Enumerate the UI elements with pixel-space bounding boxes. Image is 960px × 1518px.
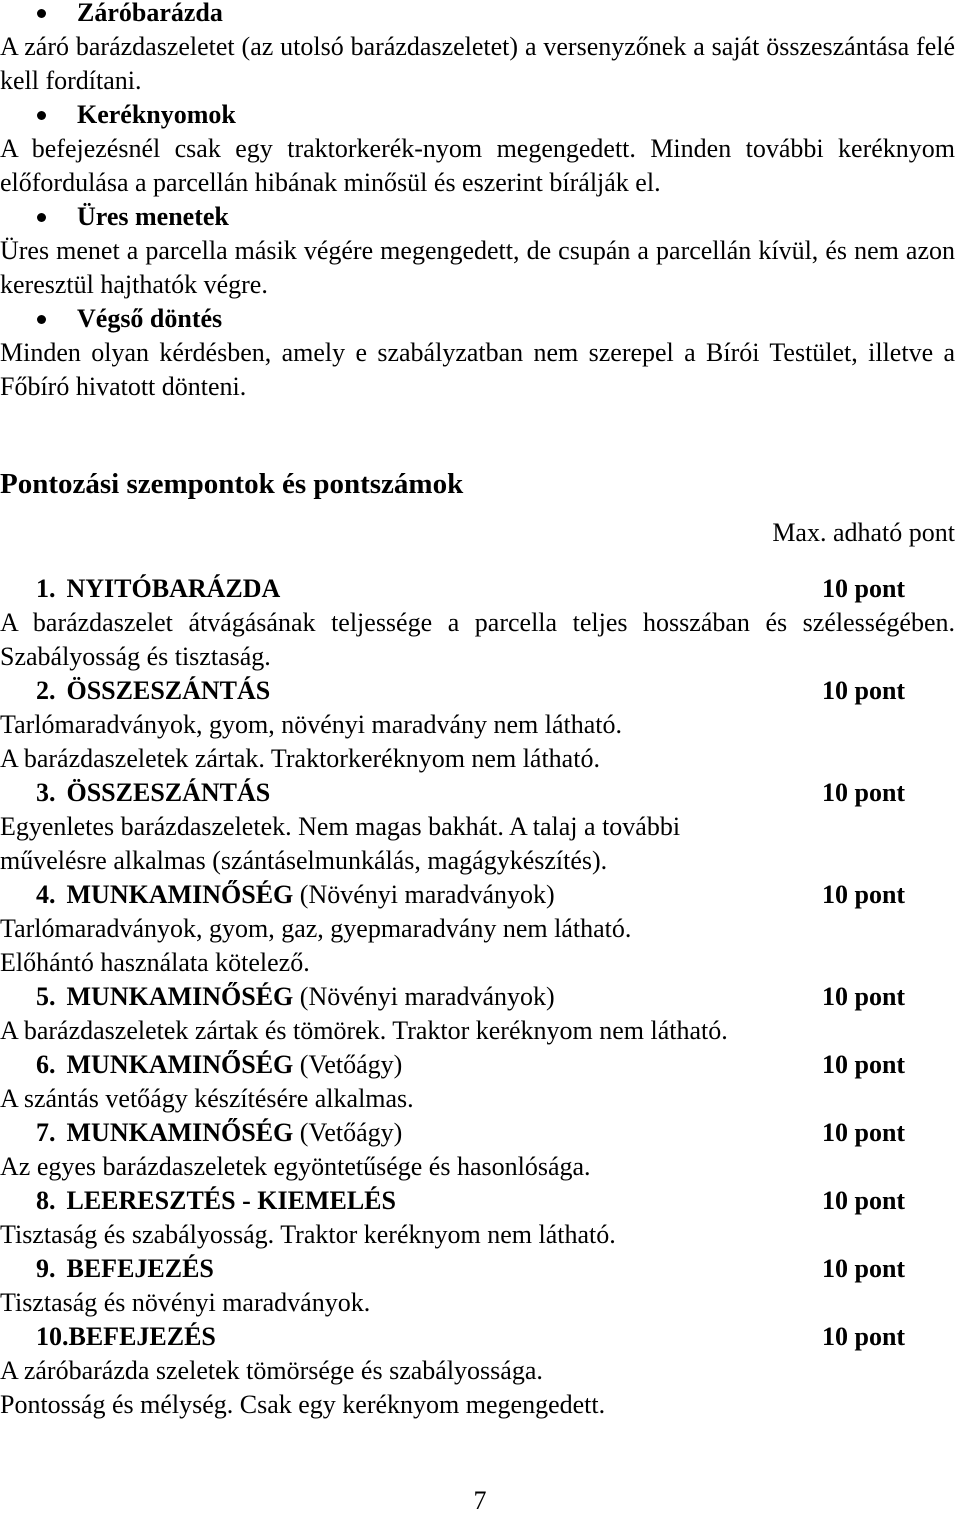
item-description: A barázdaszeletek zártak. Traktorkeréknyom nem látható.: [0, 744, 600, 773]
item-subtitle: (Növényi maradványok): [299, 880, 555, 909]
item-description: Előhántó használata kötelező.: [0, 948, 310, 977]
scoring-list: [0, 572, 955, 1422]
item-description: A szántás vetőágy készítésére alkalmas.: [0, 1084, 414, 1113]
item-number: 4.: [36, 880, 56, 909]
item-description: Tisztaság és szabályosság. Traktor keréknyom nem látható.: [0, 1220, 616, 1249]
item-number: 2.: [36, 676, 56, 705]
item-subtitle: (Vetőágy): [299, 1050, 403, 1079]
score-item-header: [0, 1116, 955, 1150]
item-points: 10 pont: [822, 778, 906, 807]
rule-text: A befejezésnél csak egy traktorkerék-nyom megengedett. Minden további keréknyom előfordulása a parcellán hibának minősül és eszerint bírálják el.: [0, 134, 955, 197]
bullet-icon: [37, 315, 46, 324]
item-title: MUNKAMINŐSÉG: [66, 1050, 294, 1079]
page-number: 7: [473, 1486, 487, 1515]
item-points: 10 pont: [822, 880, 906, 909]
item-description: Tarlómaradványok, gyom, gaz, gyepmaradvány nem látható.: [0, 914, 632, 943]
bullet-icon: [37, 213, 46, 222]
item-points: 10 pont: [822, 982, 906, 1011]
item-title: MUNKAMINŐSÉG: [66, 982, 294, 1011]
item-number: 10.: [36, 1322, 69, 1351]
item-number: 7.: [36, 1118, 56, 1147]
item-description: A barázdaszeletek zártak és tömörek. Traktor keréknyom nem látható.: [0, 1016, 728, 1045]
score-item-header: [0, 1184, 955, 1218]
score-item-header: [0, 776, 955, 810]
item-title: MUNKAMINŐSÉG: [66, 1118, 294, 1147]
item-title: NYITÓBARÁZDA: [66, 574, 281, 603]
rule-text: Minden olyan kérdésben, amely e szabályzatban nem szerepel a Bírói Testület, illetve a Főbíró hivatott dönteni.: [0, 338, 955, 401]
item-number: 6.: [36, 1050, 56, 1079]
bullet-icon: [37, 111, 46, 120]
score-item-header: [0, 1048, 955, 1082]
item-description: Tarlómaradványok, gyom, növényi maradvány nem látható.: [0, 710, 622, 739]
item-points: 10 pont: [822, 1254, 906, 1283]
score-item-header: [0, 572, 955, 606]
item-points: 10 pont: [822, 1322, 906, 1351]
max-points-label: Max. adható pont: [772, 518, 955, 547]
item-description: A záróbarázda szeletek tömörsége és szabályossága.: [0, 1356, 543, 1385]
item-description: Pontosság és mélység. Csak egy keréknyom megengedett.: [0, 1390, 606, 1419]
rule-title: Záróbarázda: [0, 0, 955, 30]
item-points: 10 pont: [822, 676, 906, 705]
item-points: 10 pont: [822, 574, 906, 603]
item-points: 10 pont: [822, 1118, 906, 1147]
item-subtitle: (Vetőágy): [299, 1118, 403, 1147]
score-item-header: [0, 1320, 955, 1354]
score-item-header: [0, 980, 955, 1014]
item-points: 10 pont: [822, 1050, 906, 1079]
item-subtitle: (Növényi maradványok): [299, 982, 555, 1011]
item-description: Tisztaság és növényi maradványok.: [0, 1288, 371, 1317]
rule-title: Üres menetek: [0, 200, 955, 234]
rule-text: Üres menet a parcella másik végére megengedett, de csupán a parcellán kívül, és nem azon keresztül hajthatók végre.: [0, 236, 955, 299]
item-title: BEFEJEZÉS: [68, 1322, 216, 1351]
item-number: 1.: [36, 574, 56, 603]
section-heading: Pontozási szempontok és pontszámok: [0, 468, 464, 500]
rule-text: A záró barázdaszeletet (az utolsó barázdaszeletet) a versenyzőnek a saját összeszántása felé kell fordítani.: [0, 32, 955, 95]
bullet-icon: [37, 9, 46, 18]
item-title: ÖSSZESZÁNTÁS: [66, 778, 271, 807]
item-description: Az egyes barázdaszeletek egyöntetűsége és hasonlósága.: [0, 1152, 591, 1181]
score-item-header: [0, 878, 955, 912]
item-number: 9.: [36, 1254, 56, 1283]
item-number: 5.: [36, 982, 56, 1011]
item-description: A barázdaszelet átvágásának teljessége a parcella teljes hosszában és szélességében. Szabályosság és tisztaság.: [0, 608, 955, 671]
rule-section: [0, 0, 955, 404]
rule-title: Keréknyomok: [0, 98, 955, 132]
item-title: MUNKAMINŐSÉG: [66, 880, 294, 909]
score-item-header: [0, 674, 955, 708]
item-number: 8.: [36, 1186, 56, 1215]
item-description: művelésre alkalmas (szántáselmunkálás, magágykészítés).: [0, 846, 608, 875]
item-points: 10 pont: [822, 1186, 906, 1215]
rule-title: Végső döntés: [0, 302, 955, 336]
item-description: Egyenletes barázdaszeletek. Nem magas bakhát. A talaj a további: [0, 812, 681, 841]
item-title: BEFEJEZÉS: [66, 1254, 214, 1283]
item-title: ÖSSZESZÁNTÁS: [66, 676, 271, 705]
score-item-header: [0, 1252, 955, 1286]
item-number: 3.: [36, 778, 56, 807]
item-title: LEERESZTÉS - KIEMELÉS: [66, 1186, 396, 1215]
